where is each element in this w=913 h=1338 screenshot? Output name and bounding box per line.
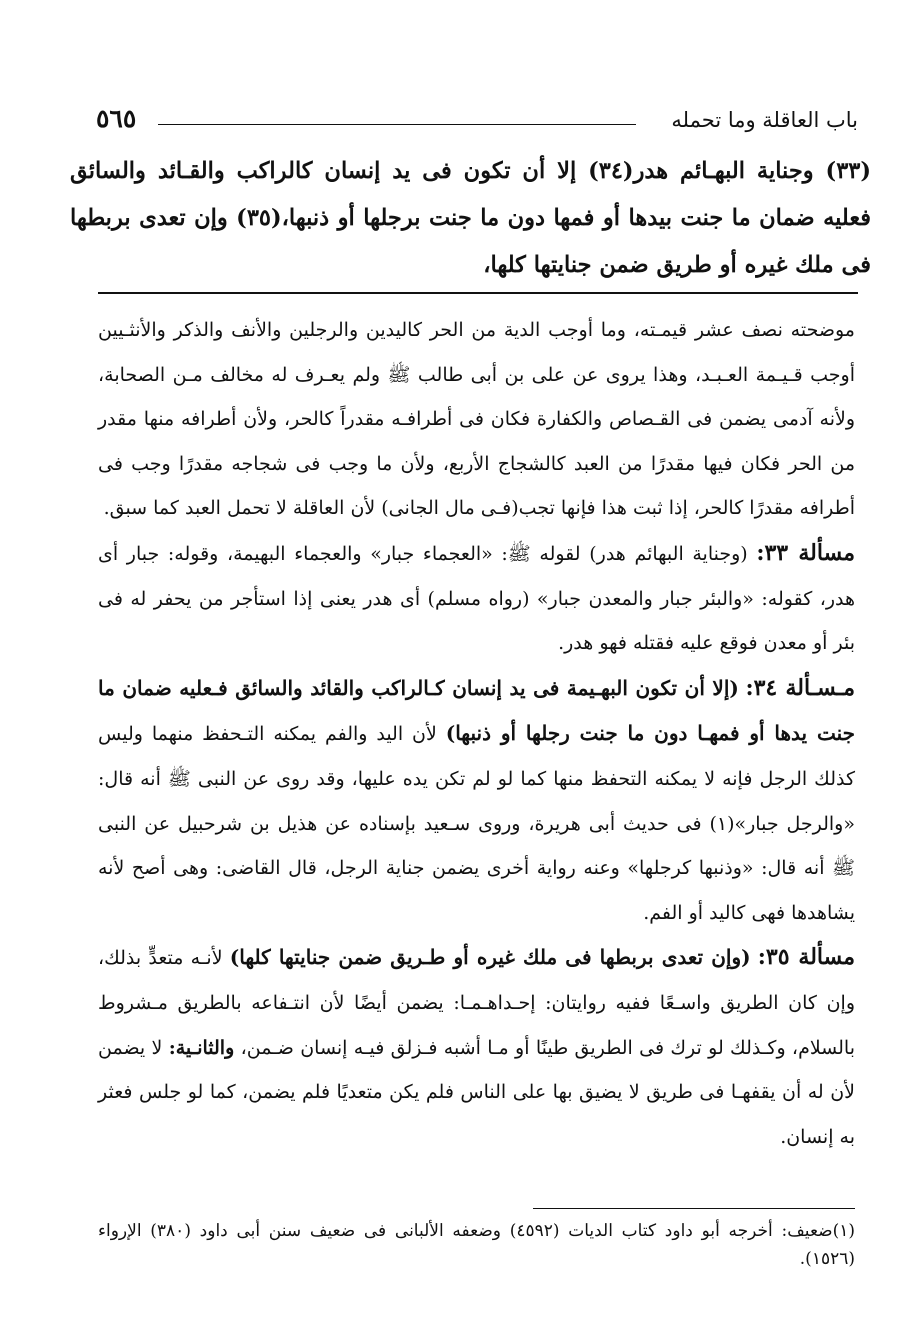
page-header bbox=[96, 104, 858, 140]
matn-divider bbox=[98, 292, 858, 294]
footnote-1: (١)ضعيف: أخرجه أبو داود كتاب الديات (٤٥٩٢) وضعفه الألبانى فى ضعيف سنن أبى داود (٣٨٠) الإرواء (١٥٢٦). bbox=[98, 1221, 855, 1269]
masala-34-text: لأن اليد والفم يمكنه التـحفظ منهما وليس كذلك الرجل فإنه لا يمكنه التحفظ منها كما لو لم تكن يده عليها، وقد روى عن النبى ﷺ أنه قال: «والرجل جبار»(١) فى حديث أبى هريرة، وروى سـعيد بإسناده عن هذيل بن شرحبيل عن النبى ﷺ أنه قال: «وذنبها كرجلها» وعنه رواية أخرى يضمن جناية الرجل، قال القاضى: وهى أصح لأنه يشاهدها فهى كاليد أو الفم. bbox=[98, 723, 855, 924]
masala-34 bbox=[98, 666, 855, 936]
matn-text: (٣٣) وجناية البهـائم هدر(٣٤) إلا أن تكون فى يد إنسان كالراكب والقـائد والسائق فعليه ضمان ما جنت بيدها أو فمها دون ما جنت برجلها أو ذنبها،(٣٥) وإن تعدى بربطها فى ملك غيره أو طريق ضمن جنايتها كلها، bbox=[70, 158, 872, 278]
commentary bbox=[98, 308, 855, 1159]
masala-35-text-a: لأنـه متعدٍّ بذلك، وإن كان الطريق واسـعًا ففيه روايتان: إحـداهـمـا: يضمن أيضًا لأن انتـفاعه بالطريق مـشروط بالسلام، وكـذلك لو ترك فى الطريق طينًا أو مـا أشبه فـزلق فيـه إنسان ضـمن، bbox=[98, 947, 855, 1059]
chapter-title: باب العاقلة وما تحمله bbox=[671, 108, 858, 132]
header-rule bbox=[158, 124, 636, 125]
masala-33-label: مسألة ٣٣: bbox=[756, 539, 855, 566]
footnotes bbox=[98, 1208, 855, 1273]
masala-35-second-label: والثانـية: bbox=[168, 1036, 235, 1059]
masala-35-label: مسألة ٣٥: bbox=[757, 944, 856, 971]
masala-34-label: مـسـألة ٣٤: bbox=[745, 674, 855, 701]
page-number: ٥٦٥ bbox=[96, 104, 137, 133]
masala-33 bbox=[98, 531, 855, 666]
masala-35-quote: (وإن تعدى بربطها فى ملك غيره أو طـريق ضمن جنايتها كلها) bbox=[229, 945, 751, 970]
masala-33-text: (وجناية البهائم هدر) لقوله ﷺ: «العجماء جبار» والعجماء البهيمة، وقوله: جبار أى هدر، كقوله: «والبئر جبار والمعدن جبار» (رواه مسلم) أى هدر يعنى إذا استأجر من يحفر له فى بئر أو معدن فوقع عليه فقتله فهو هدر. bbox=[98, 542, 855, 655]
masala-34-quote: (إلا أن تكون البهـيمة فى يد إنسان كـالراكب والقائد والسائق فـعليه ضمان ما جنت يدها أو فمهـا دون ما جنت رجلها أو ذنبها) bbox=[98, 675, 855, 746]
masala-35 bbox=[98, 935, 855, 1159]
footnote-rule-gap bbox=[98, 1208, 533, 1210]
masala-35-text-b: لا يضمن لأن له أن يقفهـا فى طريق لا يضيق بها على الناس فلم يكن متعديًا فلم يضمن، كما لو جلس فعثر به إنسان. bbox=[98, 1036, 855, 1148]
commentary-paragraph-1: موضحته نصف عشر قيمـته، وما أوجب الدية من الحر كاليدين والرجلين والأنف والذكر والأنثـيين أوجب قـيـمة العـبـد، وهذا يروى عن على بن أبى طالب ﷺ ولم يعـرف له مخالف مـن الصحابة، ولأنه آدمى يضمن فى القـصاص والكفارة فكان فى أطرافـه مقدراً كالحر، ولأن أطرافه منها مقدر من الحر فكان فيها مقدرًا من العبد كالشجاج الأربع، ولأن ما وجب فى شجاجه مقدرًا وجب فى أطرافه مقدرًا كالحر، إذا ثبت هذا فإنها تجب(فـى مال الجانى) لأن العاقلة لا تحمل العبد كما سبق. bbox=[98, 319, 855, 520]
